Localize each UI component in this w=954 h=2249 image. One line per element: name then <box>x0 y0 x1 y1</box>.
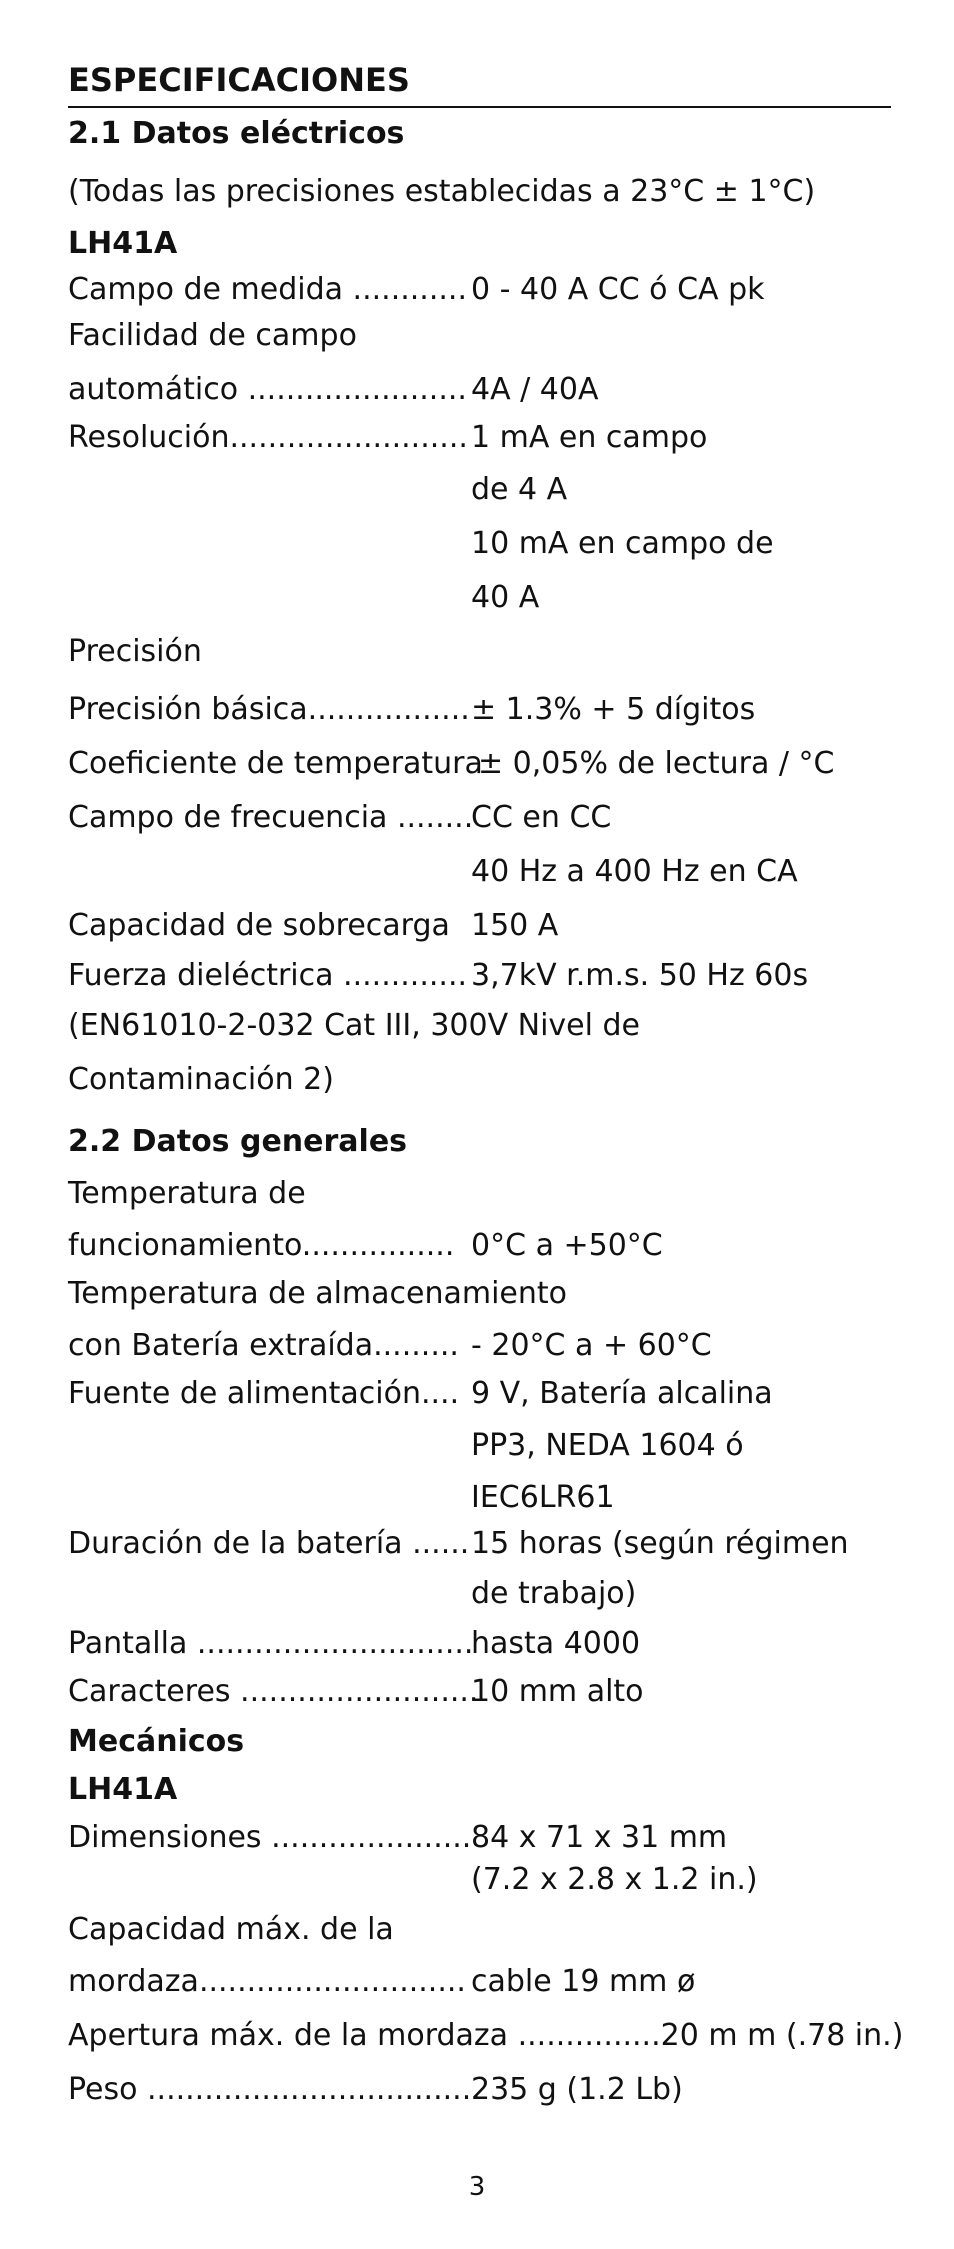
spec-value: 9 V, Batería alcalina <box>471 1376 773 1411</box>
spec-label: Resolución......................... <box>68 420 468 455</box>
model-label: LH41A <box>68 226 178 261</box>
spec-value: hasta 4000 <box>471 1626 641 1661</box>
spec-label-line: Temperatura de <box>68 1176 306 1211</box>
precision-note: (Todas las precisiones establecidas a 23°C ± 1°C) <box>68 174 816 209</box>
standard-note: (EN61010-2-032 Cat III, 300V Nivel de <box>68 1008 640 1043</box>
spec-value: 40 A <box>471 580 540 615</box>
spec-value: 15 horas (según régimen <box>471 1526 849 1561</box>
spec-subheading: Precisión <box>68 634 202 669</box>
spec-value: 1 mA en campo <box>471 420 708 455</box>
spec-value: ± 1.3% + 5 dígitos <box>471 692 756 727</box>
spec-label: Duración de la batería ...... <box>68 1526 470 1561</box>
spec-value: - 20°C a + 60°C <box>471 1328 712 1363</box>
spec-label: Fuente de alimentación.... <box>68 1376 460 1411</box>
spec-value: 84 x 71 x 31 mm <box>471 1820 728 1855</box>
spec-value: PP3, NEDA 1604 ó <box>471 1428 744 1463</box>
spec-value: 0°C a +50°C <box>471 1228 663 1263</box>
spec-value: de trabajo) <box>471 1576 637 1611</box>
spec-label: Fuerza dieléctrica ............. <box>68 958 468 993</box>
spec-value: 4A / 40A <box>471 372 599 407</box>
spec-value: 235 g (1.2 Lb) <box>471 2072 683 2107</box>
spec-label: Coeficiente de temperatura <box>68 746 483 781</box>
mechanical-title: Mecánicos <box>68 1724 245 1759</box>
spec-value: 0 - 40 A CC ó CA pk <box>471 272 765 307</box>
standard-note: Contaminación 2) <box>68 1062 334 1097</box>
section-2-1-title: 2.1 Datos eléctricos <box>68 116 405 151</box>
section-2-2-title: 2.2 Datos generales <box>68 1124 408 1159</box>
spec-label: Dimensiones ..................... <box>68 1820 472 1855</box>
spec-label: Pantalla ............................. <box>68 1626 474 1661</box>
spec-label: Capacidad de sobrecarga <box>68 908 450 943</box>
spec-value: 3,7kV r.m.s. 50 Hz 60s <box>471 958 809 993</box>
spec-label: Campo de frecuencia ........ <box>68 800 474 835</box>
spec-value: 150 A <box>471 908 559 943</box>
spec-value: (7.2 x 2.8 x 1.2 in.) <box>471 1862 758 1897</box>
spec-label: con Batería extraída......... <box>68 1328 459 1363</box>
spec-label: automático ....................... <box>68 372 467 407</box>
spec-row-apertura: Apertura máx. de la mordaza ...............20 m m (.78 in.) <box>68 2018 904 2053</box>
spec-value: CC en CC <box>471 800 612 835</box>
spec-value: cable 19 mm ø <box>471 1964 696 1999</box>
spec-label: funcionamiento................ <box>68 1228 455 1263</box>
heading-rule <box>68 106 891 108</box>
spec-value: ± 0,05% de lectura / °C <box>478 746 835 781</box>
spec-value: 40 Hz a 400 Hz en CA <box>471 854 798 889</box>
spec-label-line: Temperatura de almacenamiento <box>68 1276 568 1311</box>
spec-value: 10 mm alto <box>471 1674 644 1709</box>
spec-value: IEC6LR61 <box>471 1480 615 1515</box>
spec-label-line: Capacidad máx. de la <box>68 1912 394 1947</box>
spec-label: Caracteres ......................... <box>68 1674 479 1709</box>
model-label: LH41A <box>68 1772 178 1807</box>
spec-label: mordaza............................ <box>68 1964 466 1999</box>
spec-label: Campo de medida ............ <box>68 272 467 307</box>
spec-label: Precisión básica................. <box>68 692 470 727</box>
spec-value: 10 mA en campo de <box>471 526 774 561</box>
spec-label-line: Facilidad de campo <box>68 318 357 353</box>
section-heading: ESPECIFICACIONES <box>68 61 410 99</box>
spec-value: de 4 A <box>471 472 568 507</box>
spec-label: Peso ................................... <box>68 2072 481 2107</box>
page-number: 3 <box>468 2172 486 2202</box>
